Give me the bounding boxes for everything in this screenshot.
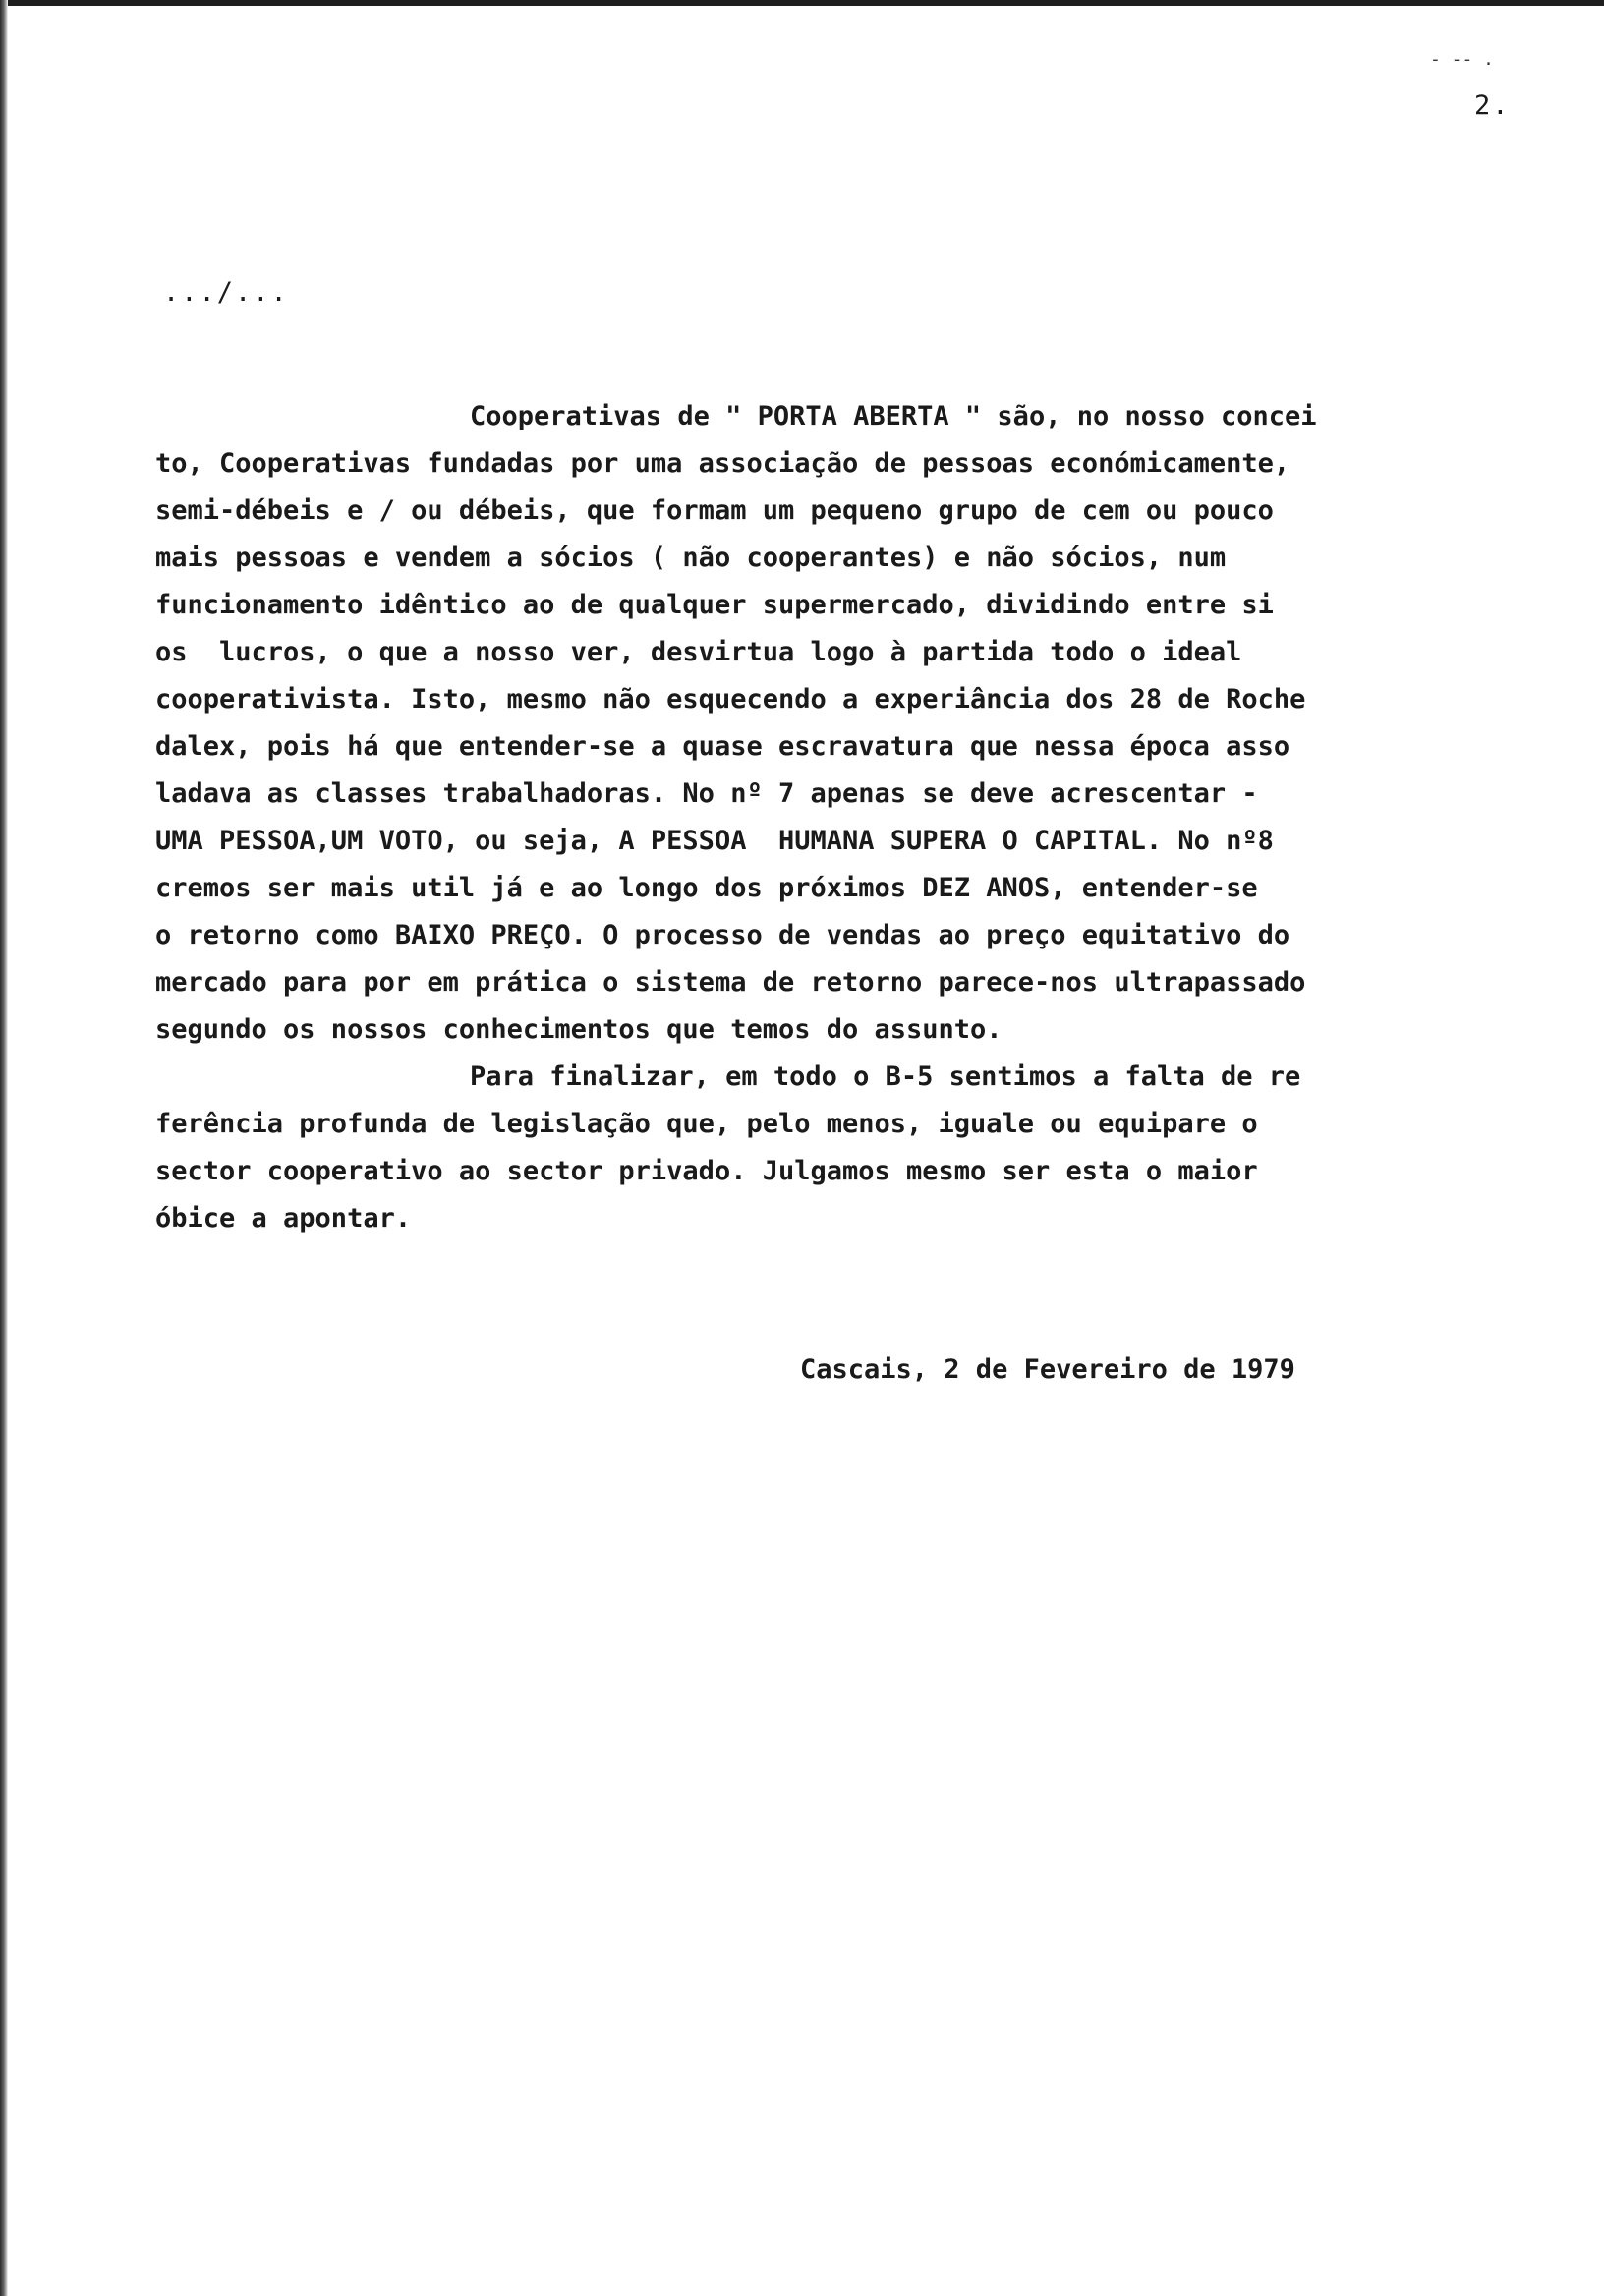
paragraph-1-line: segundo os nossos conhecimentos que temos do assunto. [155,1014,1002,1045]
paragraph-1-line: UMA PESSOA,UM VOTO, ou seja, A PESSOA HUMANA SUPERA O CAPITAL. No nº8 [155,826,1274,856]
paragraph-1-line: cremos ser mais util já e ao longo dos próximos DEZ ANOS, entender-se [155,873,1258,903]
margin-mark: - -- . [1430,49,1495,70]
paragraph-1-line: mercado para por em prática o sistema de retorno parece-nos ultrapassado [155,967,1306,998]
place-and-date: Cascais, 2 de Fevereiro de 1979 [800,1354,1295,1385]
paragraph-2-line: óbice a apontar. [155,1203,412,1234]
scan-edge-top [0,0,1604,6]
paragraph-1-line: Cooperativas de " PORTA ABERTA " são, no nosso concei [470,401,1317,431]
paragraph-1-line: o retorno como BAIXO PREÇO. O processo de vendas ao preço equitativo do [155,920,1290,950]
paragraph-1-line: funcionamento idêntico ao de qualquer supermercado, dividindo entre si [155,590,1274,620]
page-number: 2. [1474,90,1511,121]
paragraph-1-line: dalex, pois há que entender-se a quase escravatura que nessa época asso [155,731,1290,762]
paragraph-1-line: os lucros, o que a nosso ver, desvirtua logo à partida todo o ideal [155,637,1242,667]
paragraph-1-line: semi-débeis e / ou débeis, que formam um pequeno grupo de cem ou pouco [155,495,1274,526]
paragraph-2-line: Para finalizar, em todo o B-5 sentimos a falta de re [470,1062,1301,1092]
letter-body [155,393,1571,1242]
paragraph-2-line: sector cooperativo ao sector privado. Julgamos mesmo ser esta o maior [155,1156,1258,1186]
paragraph-1-line: ladava as classes trabalhadoras. No nº 7 apenas se deve acrescentar - [155,778,1258,809]
continuation-mark: .../... [163,277,289,308]
scan-edge-left [0,0,8,2296]
paragraph-1-line: mais pessoas e vendem a sócios ( não cooperantes) e não sócios, num [155,543,1227,573]
paragraph-2-line: ferência profunda de legislação que, pelo menos, iguale ou equipare o [155,1109,1258,1139]
paragraph-1-line: to, Cooperativas fundadas por uma associação de pessoas económicamente, [155,448,1290,479]
paragraph-1-line: cooperativista. Isto, mesmo não esquecendo a experiância dos 28 de Roche [155,684,1306,715]
